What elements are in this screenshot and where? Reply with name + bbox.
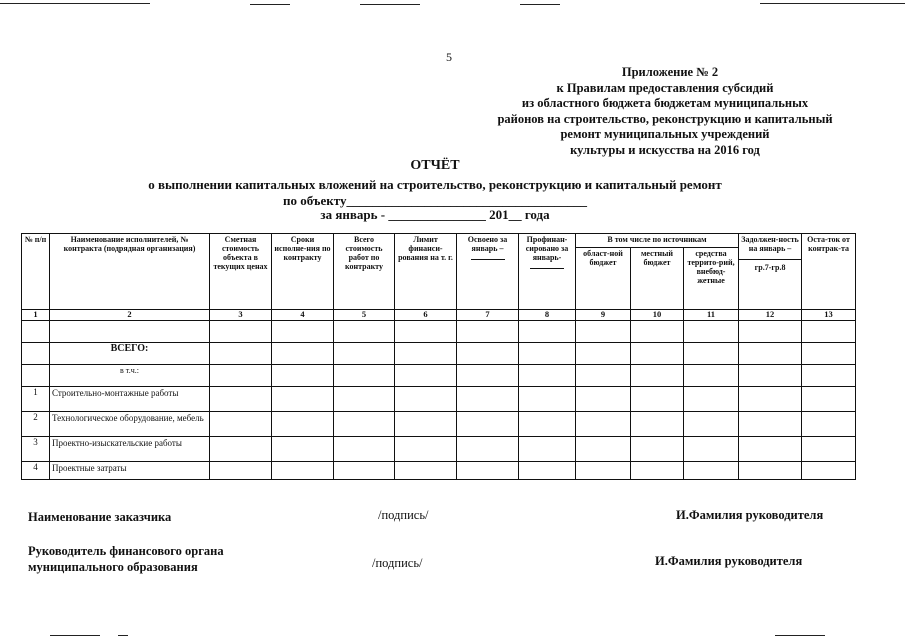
column-number-row [22, 310, 856, 321]
row-name: Технологическое оборудование, мебель [50, 412, 210, 437]
table-row-including [22, 365, 856, 387]
header-mastered: Освоено за январь – [457, 234, 519, 310]
header-number: № п/п [22, 234, 50, 310]
scan-line-top-5 [760, 3, 905, 4]
total-label: ВСЕГО: [50, 343, 210, 365]
signature-placeholder-1: /подпись/ [378, 508, 429, 522]
scan-line-top-1 [0, 3, 150, 4]
col-num: 13 [802, 310, 856, 321]
table-row: 2 Технологическое оборудование, мебель [22, 412, 856, 437]
table-row: 3 Проектно-изыскательские работы [22, 437, 856, 462]
head-name-1: И.Фамилия руководителя [676, 508, 824, 522]
col-num: 12 [739, 310, 802, 321]
appendix-block [470, 65, 860, 158]
head-name-2: И.Фамилия руководителя [655, 554, 803, 568]
col-num: 9 [576, 310, 631, 321]
signature-placeholder-2: /подпись/ [372, 556, 423, 570]
appendix-line: культуры и искусства на 2016 год [570, 142, 760, 157]
appendix-line: из областного бюджета бюджетам муниципальных [521, 96, 809, 110]
appendix-line: районов на строительство, реконструкцию и капитальный [497, 111, 833, 126]
appendix-line: Приложение № 2 [621, 65, 719, 79]
header-remainder: Оста-ток от контрак-та [802, 234, 856, 310]
col-num: 4 [272, 310, 334, 321]
header-sources-group: В том числе по источникам [576, 234, 739, 248]
scan-line-bottom-1 [50, 635, 100, 636]
col-num: 10 [631, 310, 684, 321]
table-row-total [22, 343, 856, 365]
scan-line-top-3 [360, 4, 420, 5]
header-limit: Лимит финанси-рования на т. г. [395, 234, 457, 310]
col-num: 8 [519, 310, 576, 321]
header-total-cost: Всего стоимость работ по контракту [334, 234, 395, 310]
object-line: по объекту_____________________________________ [283, 193, 587, 208]
col-num: 1 [22, 310, 50, 321]
row-name: Строительно-монтажные работы [50, 387, 210, 412]
row-name: Проектно-изыскательские работы [50, 437, 210, 462]
scan-line-bottom-3 [775, 635, 825, 636]
table-row-empty [22, 321, 856, 343]
table-row: 4 Проектные затраты [22, 462, 856, 480]
header-regional-budget: област-ной бюджет [576, 248, 631, 310]
including-label: в т.ч.: [50, 365, 210, 387]
scan-line-bottom-2 [118, 635, 128, 636]
period-line: за январь - _______________ 201__ года [320, 207, 550, 222]
report-title: ОТЧЁТ [410, 158, 460, 173]
scan-line-top-2 [250, 4, 290, 5]
col-num: 5 [334, 310, 395, 321]
row-name: Проектные затраты [50, 462, 210, 480]
report-table [21, 233, 856, 480]
col-num: 7 [457, 310, 519, 321]
report-subtitle: о выполнении капитальных вложений на строительство, реконструкцию и капитальный ремонт [148, 177, 722, 192]
appendix-line: к Правилам предоставления субсидий [556, 80, 774, 95]
finance-head-label: Руководитель финансового органа муниципального образования [28, 544, 224, 574]
header-local-budget: местный бюджет [631, 248, 684, 310]
appendix-line: ремонт муниципальных учреждений [560, 127, 770, 141]
page-number: 5 [446, 50, 452, 64]
customer-label: Наименование заказчика [28, 510, 172, 524]
table-row: 1 Строительно-монтажные работы [22, 387, 856, 412]
header-name: Наименование исполнителей, № контракта (подрядная организация) [50, 234, 210, 310]
col-num: 2 [50, 310, 210, 321]
col-num: 3 [210, 310, 272, 321]
scan-line-top-4 [520, 4, 560, 5]
col-num: 6 [395, 310, 457, 321]
col-num: 11 [684, 310, 739, 321]
header-financed: Профинан-сировано за январь- [519, 234, 576, 310]
header-extra-budget: средства террито-рий, внебюд-жетные [684, 248, 739, 310]
header-terms: Сроки исполне-ния по контракту [272, 234, 334, 310]
header-estimate: Сметная стоимость объекта в текущих ценах [210, 234, 272, 310]
header-debt: Задолжен-ность на январь – гр.7-гр.8 [739, 234, 802, 310]
